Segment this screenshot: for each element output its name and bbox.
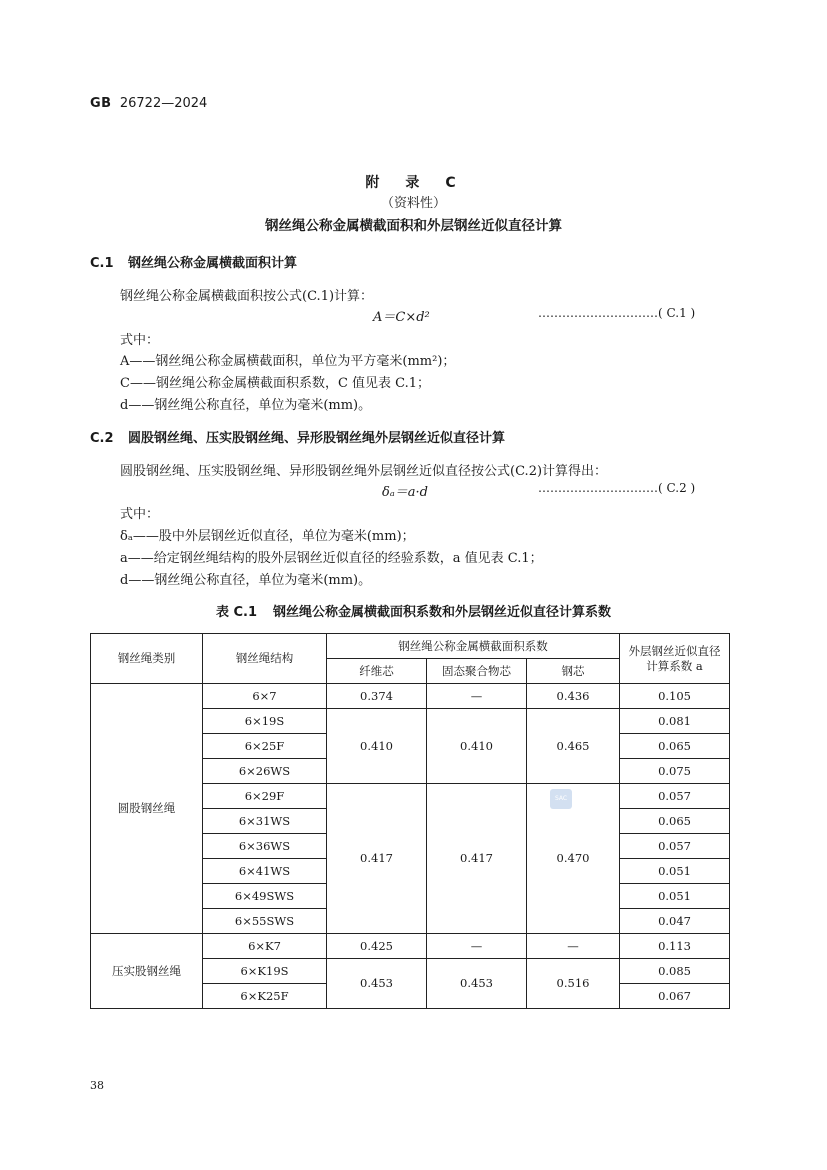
c2-def-d: d——钢丝绳公称直径，单位为毫米(mm)。 [120,573,372,588]
header-area-coefficient: 钢丝绳公称金属横截面积系数 [327,634,620,659]
appendix-nature: （资料性） [380,196,446,211]
header-outer-coefficient-line1: 外层钢丝近似直径 [628,644,721,659]
standard-number: 26722—2024 [119,96,208,111]
fiber-cell: 0.453 [327,959,427,1009]
c2-def-delta: δₐ——股中外层钢丝近似直径，单位为毫米(mm)； [120,529,415,544]
solid-cell: 0.410 [427,709,527,784]
steel-cell: 0.516 [527,959,620,1009]
structure-cell: 6×41WS [203,859,327,884]
header-category: 钢丝绳类别 [91,634,203,684]
watermark-logo: SAC [550,789,572,809]
section-c1-number: C.1 [90,256,114,271]
structure-cell: 6×36WS [203,834,327,859]
solid-cell: — [427,684,527,709]
c2-where: 式中： [120,507,160,522]
solid-cell: 0.453 [427,959,527,1009]
a-cell: 0.057 [620,834,730,859]
a-cell: 0.051 [620,859,730,884]
formula-c2: δₐ＝a·d [382,485,428,500]
a-cell: 0.105 [620,684,730,709]
c1-def-a: A——钢丝绳公称金属横截面积，单位为平方毫米(mm²)； [120,354,456,369]
structure-cell: 6×19S [203,709,327,734]
page-number: 38 [90,1079,104,1092]
header-outer-coefficient-line2: 计算系数 a [646,658,703,673]
structure-cell: 6×7 [203,684,327,709]
a-cell: 0.047 [620,909,730,934]
appendix-label: 附 录 C [365,175,462,191]
section-c1-heading [90,252,297,271]
structure-cell: 6×K25F [203,984,327,1009]
fiber-cell: 0.374 [327,684,427,709]
table-caption-title: 钢丝绳公称金属横截面积系数和外层钢丝近似直径计算系数 [273,605,612,620]
structure-cell: 6×K19S [203,959,327,984]
a-cell: 0.085 [620,959,730,984]
header-solid-polymer-core: 固态聚合物芯 [427,659,527,684]
structure-cell: 6×49SWS [203,884,327,909]
formula-c1-ref: …………………………( C.1 ) [538,306,696,320]
steel-cell: 0.470 [527,784,620,934]
a-cell: 0.057 [620,784,730,809]
appendix-title: 钢丝绳公称金属横截面积和外层钢丝近似直径计算 [265,218,562,234]
a-cell: 0.065 [620,734,730,759]
header-steel-core: 钢芯 [527,659,620,684]
steel-cell: 0.436 [527,684,620,709]
a-cell: 0.065 [620,809,730,834]
solid-cell: 0.417 [427,784,527,934]
a-cell: 0.051 [620,884,730,909]
table-row [91,934,730,959]
a-cell: 0.067 [620,984,730,1009]
formula-c2-ref: …………………………( C.2 ) [538,481,696,495]
standard-code [90,96,207,111]
steel-cell: — [527,934,620,959]
c2-intro: 圆股钢丝绳、压实股钢丝绳、异形股钢丝绳外层钢丝近似直径按公式(C.2)计算得出： [120,464,608,479]
header-fiber-core: 纤维芯 [327,659,427,684]
structure-cell: 6×55SWS [203,909,327,934]
section-c1-title: 钢丝绳公称金属横截面积计算 [128,256,298,271]
c1-def-c: C——钢丝绳公称金属横截面积系数，C 值见表 C.1； [120,376,431,391]
formula-c1: A＝C×d² [373,310,430,325]
category-cell: 圆股钢丝绳 [91,684,203,934]
structure-cell: 6×29F [203,784,327,809]
a-cell: 0.075 [620,759,730,784]
category-cell: 压实股钢丝绳 [91,934,203,1009]
header-outer-coefficient [620,634,730,684]
fiber-cell: 0.425 [327,934,427,959]
fiber-cell: 0.410 [327,709,427,784]
a-cell: 0.113 [620,934,730,959]
steel-cell: 0.465 [527,709,620,784]
standard-prefix: GB [90,96,112,111]
c2-def-a: a——给定钢丝绳结构的股外层钢丝近似直径的经验系数，a 值见表 C.1； [120,551,543,566]
section-c2-heading [90,427,505,446]
structure-cell: 6×26WS [203,759,327,784]
structure-cell: 6×K7 [203,934,327,959]
c1-def-d: d——钢丝绳公称直径，单位为毫米(mm)。 [120,398,372,413]
c1-where: 式中： [120,333,160,348]
a-cell: 0.081 [620,709,730,734]
structure-cell: 6×25F [203,734,327,759]
solid-cell: — [427,934,527,959]
section-c2-title: 圆股钢丝绳、压实股钢丝绳、异形股钢丝绳外层钢丝近似直径计算 [128,431,506,446]
c1-intro: 钢丝绳公称金属横截面积按公式(C.1)计算： [120,289,374,304]
table-row [91,684,730,709]
fiber-cell: 0.417 [327,784,427,934]
header-structure: 钢丝绳结构 [203,634,327,684]
table-caption-label: 表 C.1 [215,605,258,620]
table-caption [0,601,827,620]
coefficient-table [90,633,730,1009]
section-c2-number: C.2 [90,431,114,446]
structure-cell: 6×31WS [203,809,327,834]
